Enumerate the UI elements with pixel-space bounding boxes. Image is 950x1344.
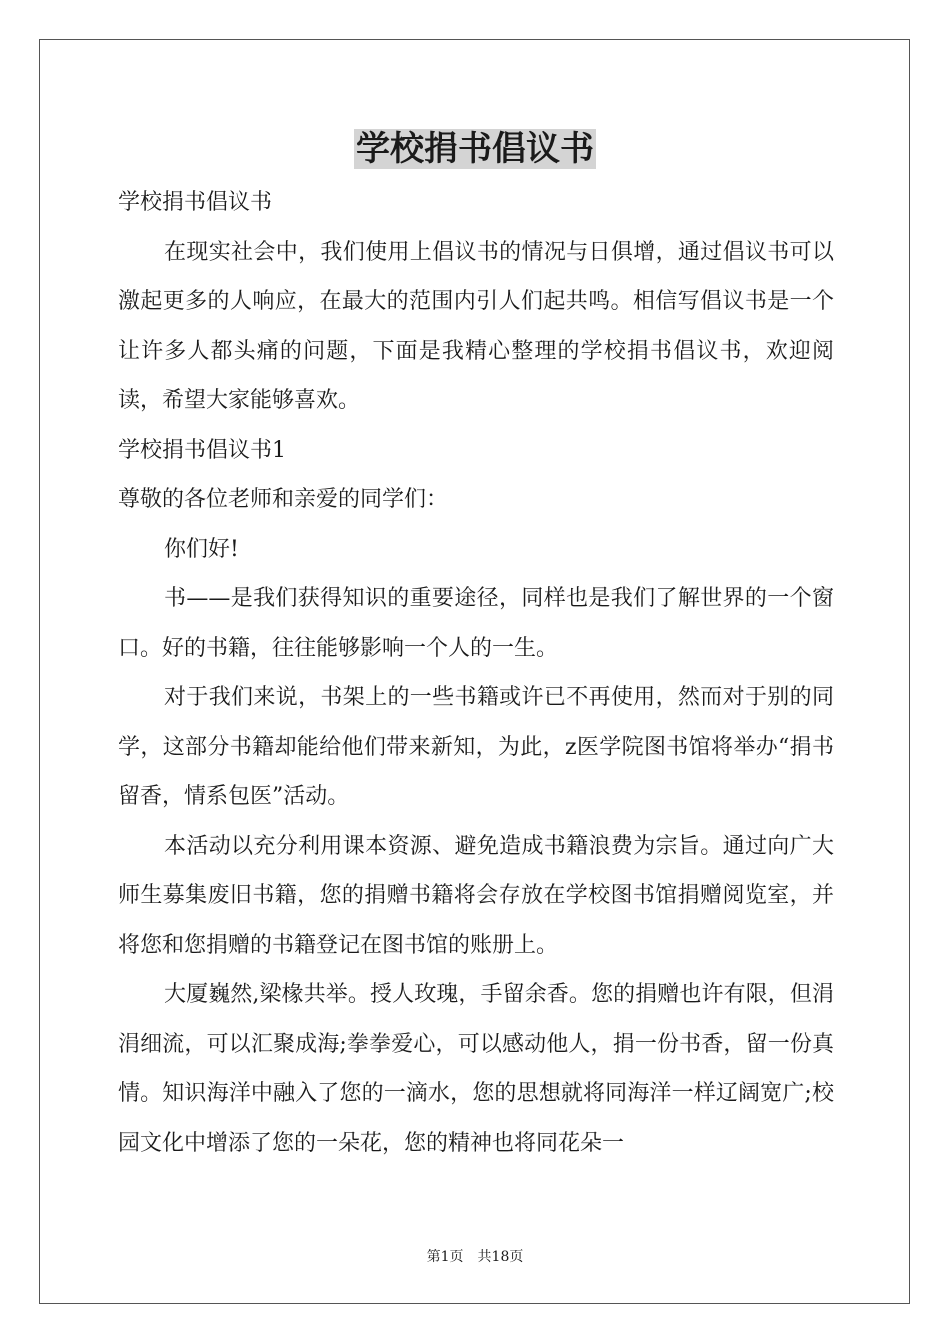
- paragraph-intro: 在现实社会中，我们使用上倡议书的情况与日俱增，通过倡议书可以激起更多的人响应，在最大的范围内引人们起共鸣。相信写倡议书是一个让许多人都头痛的问题，下面是我精心整理的学校捐书倡议书，欢迎阅读，希望大家能够喜欢。: [118, 239, 834, 413]
- document-title-text: 学校捐书倡议书: [356, 129, 594, 169]
- paragraph-body: 大厦巍然,梁椽共举。授人玫瑰，手留余香。您的捐赠也许有限，但涓涓细流，可以汇聚成海;拳拳爱心，可以感动他人，捐一份书香，留一份真情。知识海洋中融入了您的一滴水，您的思想就将同海洋一样辽阔宽广;校园文化中增添了您的一朵花，您的精神也将同花朵一: [118, 982, 834, 1156]
- document-title: [0, 126, 950, 172]
- page-footer: [0, 1248, 950, 1266]
- paragraph-greeting: 你们好!: [164, 536, 239, 562]
- page-number: 第1页: [426, 1249, 464, 1265]
- paragraph-heading: 学校捐书倡议书: [118, 190, 273, 215]
- page-total: 共18页: [477, 1249, 524, 1265]
- paragraph-body: 书——是我们获得知识的重要途径，同样也是我们了解世界的一个窗口。好的书籍，往往能够影响一个人的一生。: [118, 586, 834, 661]
- document-body: [118, 178, 834, 1168]
- paragraph-subheading: 学校捐书倡议书1: [118, 437, 286, 463]
- paragraph-salutation: 尊敬的各位老师和亲爱的同学们：: [118, 487, 449, 512]
- paragraph-body: 本活动以充分利用课本资源、避免造成书籍浪费为宗旨。通过向广大师生募集废旧书籍，您的捐赠书籍将会存放在学校图书馆捐赠阅览室，并将您和您捐赠的书籍登记在图书馆的账册上。: [118, 833, 834, 958]
- paragraph-body: 对于我们来说，书架上的一些书籍或许已不再使用，然而对于别的同学，这部分书籍却能给他们带来新知，为此，z医学院图书馆将举办“捐书留香，情系包医”活动。: [118, 685, 834, 809]
